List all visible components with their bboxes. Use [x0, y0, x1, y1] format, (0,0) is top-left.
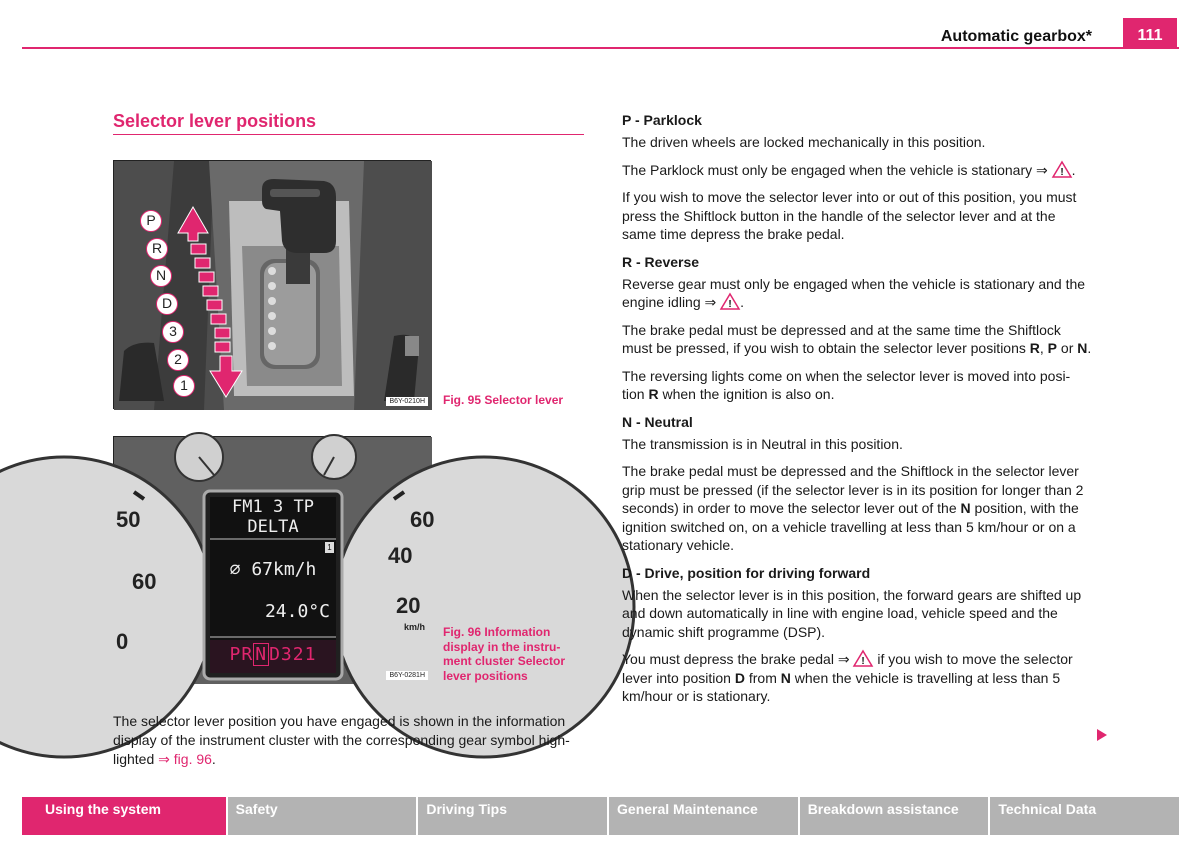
gauge-right-40: 40: [388, 543, 413, 568]
gear-before: PR: [229, 644, 254, 665]
parklock-text-3: If you wish to move the selector lever into or out of this position, you must press the Shiftlock button in the handle of the selector lever and at the same time depress the brake pedal.: [622, 189, 1077, 242]
gauge-right-20: 20: [396, 593, 421, 618]
parklock-heading: P - Parklock: [622, 112, 702, 128]
reverse-text-1-body: Reverse gear must only be engaged when the vehicle is stationary and the engine idling ⇒: [622, 275, 1086, 310]
text-run: from: [744, 669, 781, 686]
position-label-r: R: [146, 238, 168, 260]
chapter-title: Automatic gearbox*: [940, 28, 1092, 45]
section-title: Selector lever positions: [113, 111, 317, 131]
gauge-left-50: 50: [116, 507, 141, 532]
position-label-p: P: [140, 210, 162, 232]
text-run: .: [1087, 340, 1092, 356]
svg-text:!: !: [861, 656, 866, 667]
gear-indicator: [214, 644, 332, 665]
parklock-text-2-body: The Parklock must only be engaged when the vehicle is stationary ⇒: [622, 161, 1048, 178]
parklock-text-1: The driven wheels are locked mechanically in this position.: [622, 134, 986, 150]
text-run-bold: N: [1077, 340, 1088, 356]
figure-95-caption: Fig. 95 Selector lever: [443, 393, 564, 407]
caption-line: display in the instru-: [443, 639, 561, 654]
tab-using-the-system[interactable]: Using the system: [22, 797, 226, 835]
parklock-text-2: The Parklock must only be engaged when the vehicle is stationary ⇒ ! .: [622, 161, 1076, 178]
tab-driving-tips[interactable]: Driving Tips: [418, 797, 607, 835]
neutral-heading: N - Neutral: [622, 413, 693, 430]
position-label-n: N: [150, 265, 172, 287]
header-rule: [22, 47, 1179, 49]
warning-icon[interactable]: [1052, 161, 1072, 178]
caption-line: ment cluster Selector: [443, 654, 566, 668]
text-run-bold: N: [780, 669, 791, 686]
text-run-bold: N: [960, 500, 971, 516]
left-paragraph-text: The selector lever position you have engaged is shown in the information display of the instrument cluster with the corresponding gear symbol high-lighted: [113, 713, 570, 767]
caption-line: lever positions: [443, 668, 528, 683]
reverse-text-3: [622, 367, 1092, 404]
text-run: The reversing lights come on when the selector lever is moved into posi-tion: [622, 367, 1071, 402]
next-page-arrow-icon[interactable]: [1097, 729, 1107, 741]
neutral-text-2: [622, 462, 1092, 555]
display-badge: 1: [325, 542, 334, 553]
text-run: when the vehicle is travelling at less than 5 km/hour or is stationary.: [622, 669, 1061, 704]
figure-code: B6Y-0210H: [386, 397, 428, 406]
position-label-d: D: [156, 293, 178, 315]
section-rule: [113, 134, 584, 135]
gear-selected: N: [255, 644, 268, 665]
text-run-bold: R: [648, 386, 659, 402]
text-run: The brake pedal must be depressed and the Shiftlock in the selector lever grip must be pressed (if the selector lever is in its position for longer than 2 seconds) in order to move the selector lever out of the: [622, 463, 1084, 516]
reverse-heading: R - Reverse: [622, 253, 700, 270]
footer-nav: [22, 797, 1179, 835]
position-label-3: 3: [162, 321, 184, 343]
left-paragraph-end: .: [211, 751, 216, 767]
svg-text:!: !: [1059, 166, 1064, 178]
text-run: ,: [1039, 340, 1048, 356]
temperature-readout: 24.0°C: [264, 601, 330, 622]
gauge-right-60: 60: [410, 507, 435, 532]
warning-icon[interactable]: [720, 293, 740, 310]
speed-readout: ⌀ 67km/h: [229, 559, 317, 580]
figure-instrument-cluster: [113, 436, 435, 683]
drive-text-2: [622, 650, 1092, 706]
gear-after: D321: [269, 644, 317, 665]
radio-line-1: FM1 3 TP: [232, 497, 314, 517]
position-label-2: 2: [167, 349, 189, 371]
left-paragraph: [113, 712, 585, 769]
text-run-bold: R: [1029, 340, 1040, 356]
tab-technical-data[interactable]: Technical Data: [990, 797, 1179, 835]
tab-general-maintenance[interactable]: General Maintenance: [609, 797, 798, 835]
text-run: You must depress the brake pedal ⇒: [622, 651, 850, 667]
caption-line: Fig. 96 Information: [443, 625, 551, 639]
drive-text-1: When the selector lever is in this position, the forward gears are shifted up and down automatically in line with engine load, vehicle speed and the dynamic shift programme (DSP).: [622, 586, 1082, 640]
figure-96-caption: [443, 625, 583, 683]
gauge-left-0: 0: [116, 629, 129, 654]
svg-text:!: !: [728, 299, 732, 310]
text-run-bold: D: [734, 669, 745, 686]
warning-icon[interactable]: [853, 650, 873, 667]
text-run: if you wish to move the selector lever into position: [622, 651, 1073, 686]
radio-line-2: DELTA: [247, 517, 299, 537]
text-run: position, with the ignition switched on, on a vehicle travelling at less than 5 km/hour or on a stationary vehicle.: [622, 500, 1079, 553]
tab-safety[interactable]: Safety: [228, 797, 417, 835]
text-run: when the ignition is also on.: [658, 386, 835, 402]
page-number: 111: [1123, 18, 1177, 49]
figure-code: B6Y-0281H: [386, 671, 428, 680]
figure-96-link[interactable]: ⇒ fig. 96: [158, 751, 212, 767]
neutral-text-1: The transmission is in Neutral in this position.: [622, 435, 903, 452]
position-label-1: 1: [173, 375, 195, 397]
reverse-text-1: Reverse gear must only be engaged when the vehicle is stationary and the engine idling ⇒ ! .: [622, 275, 1086, 310]
right-column: [622, 111, 1092, 715]
reverse-text-2: [622, 321, 1092, 358]
drive-heading: D - Drive, position for driving forward: [622, 564, 871, 581]
tab-breakdown-assistance[interactable]: Breakdown assistance: [800, 797, 989, 835]
gauge-right-unit: km/h: [404, 622, 426, 632]
figure-selector-lever: [113, 160, 431, 409]
text-run-bold: P: [1047, 340, 1058, 356]
text-run: The brake pedal must be depressed and at the same time the Shiftlock must be pressed, if you wish to obtain the selector lever positions: [622, 321, 1061, 356]
text-run: or: [1057, 340, 1078, 356]
gauge-left-60: 60: [132, 569, 157, 594]
